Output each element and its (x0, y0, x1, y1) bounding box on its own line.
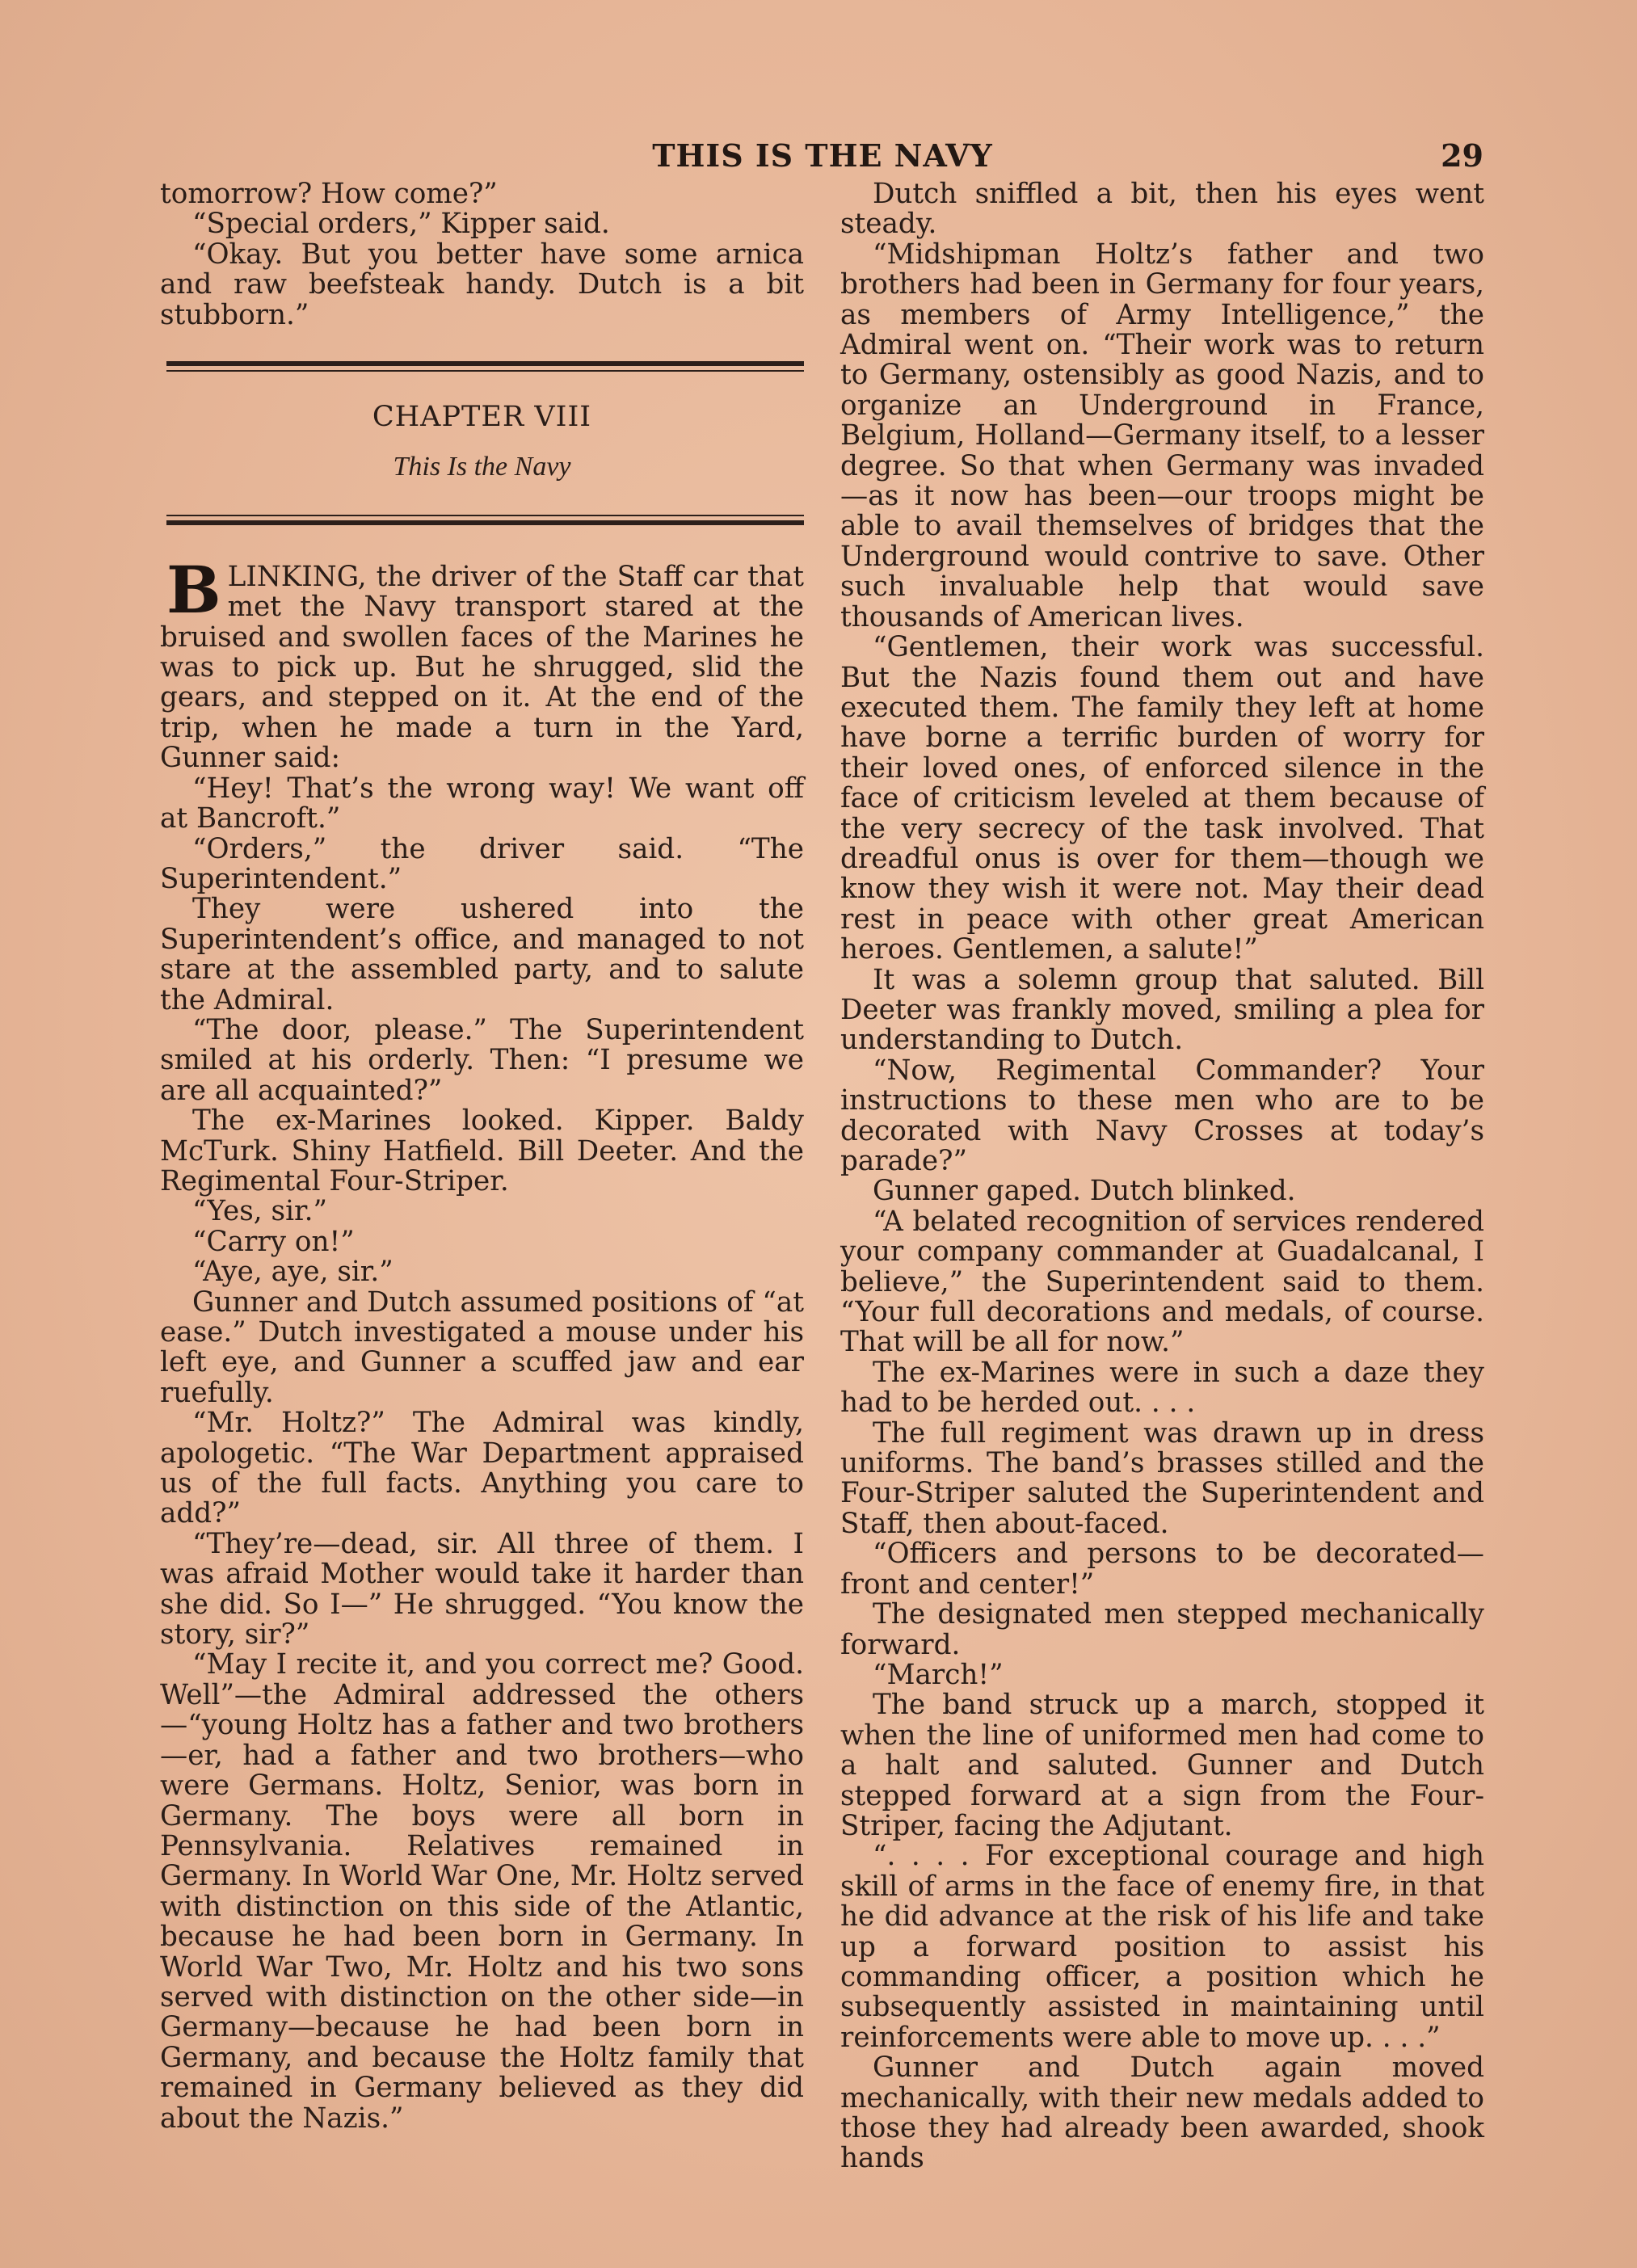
paragraph: The full regiment was drawn up in dress uniforms. The band’s brasses stilled and the Four-Striper saluted the Superintendent and Staff, then about-faced. (840, 1416, 1484, 1540)
paragraph: “Yes, sir.” (192, 1195, 327, 1228)
drop-cap: B (166, 551, 221, 628)
chapter-rule-top (166, 361, 804, 372)
paragraph: “March!” (873, 1658, 1004, 1691)
paragraph: “Hey! That’s the wrong way! We want off at Bancroft.” (160, 772, 804, 835)
paragraph: “Okay. But you better have some arnica and raw beefsteak handy. Dutch is a bit stubborn.” (160, 238, 804, 331)
paragraph: It was a solemn group that saluted. Bill Deeter was frankly moved, smiling a plea for understanding to Dutch. (840, 963, 1484, 1057)
paragraph: The ex-Marines were in such a daze they had to be herded out. . . . (840, 1356, 1484, 1420)
right-column (840, 179, 1484, 2174)
paragraph: “Mr. Holtz?” The Admiral was kindly, apologetic. “The War Department appraised us of the full facts. Anything you care to add?” (160, 1407, 804, 1530)
chapter-opening (160, 551, 804, 775)
paragraph: The designated men stepped mechanically forward. (840, 1598, 1484, 1661)
chapter-title: This Is the Navy (393, 452, 571, 482)
paragraph: The band struck up a march, stopped it when the line of uniformed men had come to a halt and saluted. Gunner and Dutch stepped forward at a sign from the Four-Striper, facing the Adjutant. (840, 1689, 1484, 1842)
chapter-number: CHAPTER VIII (372, 401, 592, 434)
paragraph: “. . . . For exceptional courage and high skill of arms in the face of enemy fire, in that he did advance at the risk of his life and take up a forward position to assist his commanding officer, a position which he subsequently assisted in maintaining until reinforcements were able to move up. . . .” (840, 1840, 1484, 2054)
thin-rule (166, 515, 804, 516)
paragraph: The ex-Marines looked. Kipper. Baldy McTurk. Shiny Hatfield. Bill Deeter. And the Regimental Four-Striper. (160, 1105, 804, 1197)
paragraph: “They’re—dead, sir. All three of them. I was afraid Mother would take it harder than she did. So I—” He shrugged. “You know the story, sir?” (160, 1527, 804, 1652)
chapter-rule-bottom (166, 515, 804, 525)
paragraph: “Gentlemen, their work was successful. But the Nazis found them out and have executed them. The family they left at home have borne a terrific burden of worry for their loved ones, of enforced silence in the face of criticism leveled at them because of the very secrecy of the task involved. That dreadful onus is over for them—though we know they wish it were not. May their dead rest in peace with other great American heroes. Gentlemen, a salute!” (840, 631, 1484, 966)
page-number: 29 (1441, 137, 1483, 174)
paragraph: Gunner gaped. Dutch blinked. (873, 1175, 1296, 1208)
paragraph: “Midshipman Holtz’s father and two brothers had been in Germany for four years, as members of Army Intelligence,” the Admiral went on. “Their work was to return to Germany, ostensibly as good Nazis, and to organize an Underground in France, Belgium, Holland—Germany itself, to a lesser degree. So that when Germany was invaded—as it now has been—our troops might be able to avail themselves of bridges that the Underground would contrive to save. Other such invaluable help that would save thousands of American lives. (840, 238, 1484, 633)
thick-rule (166, 361, 804, 366)
paragraph: They were ushered into the Superintendent’s office, and managed to not stare at the assembled party, and to salute the Admiral. (160, 893, 804, 1016)
thick-rule (166, 520, 804, 525)
paragraph: “Officers and persons to be decorated—front and center!” (840, 1538, 1484, 1601)
paragraph: Gunner and Dutch assumed positions of “at ease.” Dutch investigated a mouse under his left eye, and Gunner a scuffed jaw and ear ruefully. (160, 1285, 804, 1409)
paragraph: “Aye, aye, sir.” (192, 1256, 393, 1289)
paragraph: “A belated recognition of services rendered your company commander at Guadalcanal, I believe,” the Superintendent said to them. “Your full decorations and medals, of course. That will be all for now.” (840, 1205, 1484, 1359)
thin-rule (166, 370, 804, 372)
paragraph: “May I recite it, and you correct me? Good. Well”—the Admiral addressed the others—“young Holtz has a father and two brothers—er, had a father and two brothers—who were Germans. Holtz, Senior, was born in Germany. The boys were all born in Pennsylvania. Relatives remained in Germany. In World War One, Mr. Holtz served with distinction on this side of the Atlantic, because he had been born in Germany. In World War Two, Mr. Holtz and his two sons served with distinction on the other side—in Germany—because he had been born in Germany, and because the Holtz family that remained in Germany believed as they did about the Nazis.” (160, 1648, 804, 2135)
paragraph: Dutch sniffled a bit, then his eyes went steady. (840, 178, 1484, 241)
left-column (160, 179, 804, 2134)
running-head (162, 137, 1483, 178)
opening-paragraph: LINKING, the driver of the Staff car that met the Navy transport stared at the bruised and swollen faces of the Marines he was to pick up. But he shrugged, slid the gears, and stepped on it. At the end of the trip, when he made a turn in the Yard, Gunner said: (160, 560, 804, 775)
paragraph: “Carry on!” (192, 1225, 355, 1258)
paragraph: “Now, Regimental Commander? Your instructions to these men who are to be decorated with Navy Crosses at today’s parade?” (840, 1054, 1484, 1177)
running-title: THIS IS THE NAVY (652, 137, 993, 174)
paragraph: “Orders,” the driver said. “The Superintendent.” (160, 832, 804, 895)
paragraph: Gunner and Dutch again moved mechanically, with their new medals added to those they had already been awarded, shook hands (840, 2051, 1484, 2175)
paragraph: tomorrow? How come?” (160, 178, 498, 210)
paragraph: “Special orders,” Kipper said. (192, 208, 610, 241)
paragraph: “The door, please.” The Superintendent smiled at his orderly. Then: “I presume we are all acquainted?” (160, 1013, 804, 1107)
